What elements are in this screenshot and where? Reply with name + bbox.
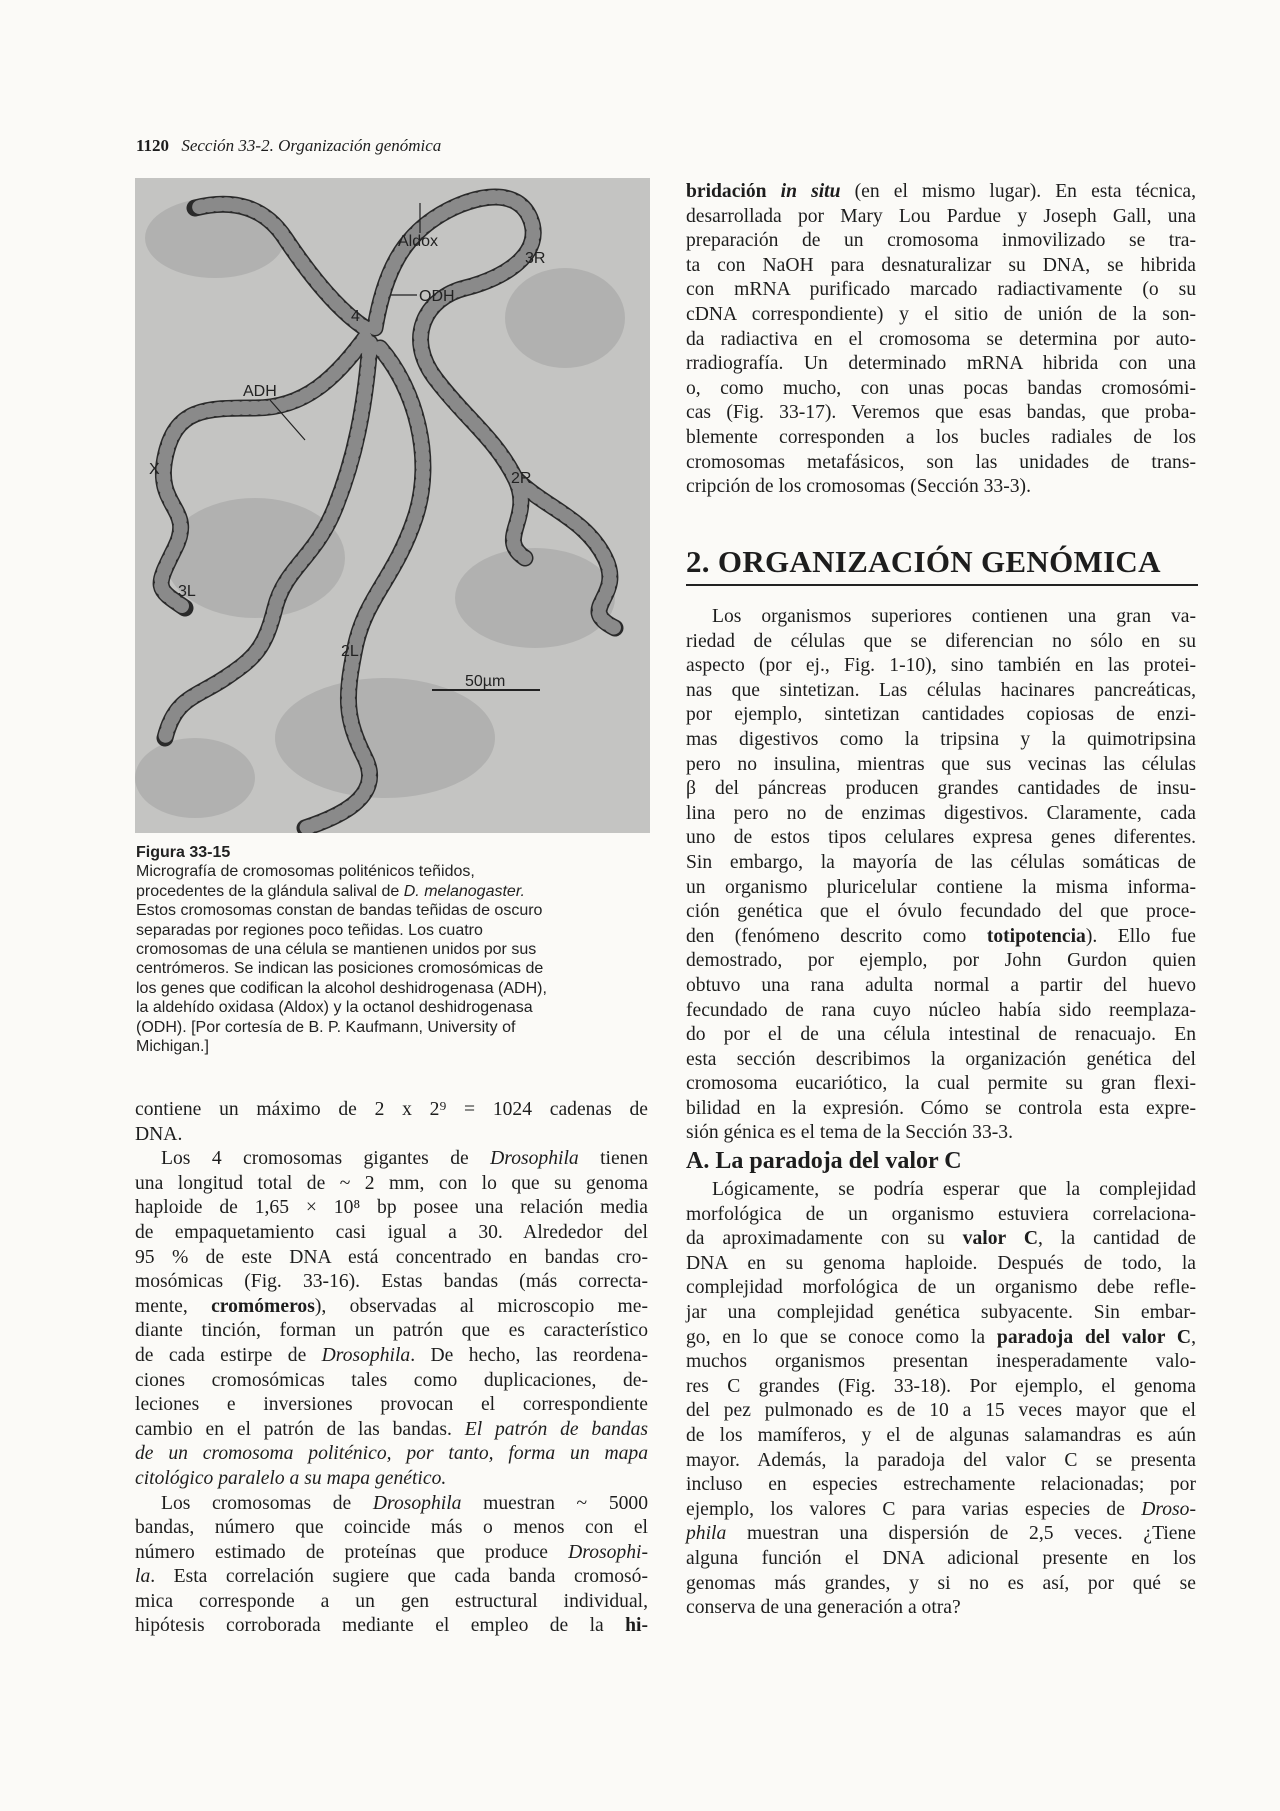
text-line: con mRNA purificado marcado radiactivamente (o su <box>686 279 1196 301</box>
text-line: haploide de 1,65 × 10⁸ bp posee una relación media <box>135 1197 648 1219</box>
text-line: β del páncreas producen grandes cantidades de insu- <box>686 778 1196 800</box>
text-line: cas (Fig. 33-17). Veremos que esas bandas, que proba- <box>686 402 1196 424</box>
text-line: cromosomas metafásicos, son las unidades de trans- <box>686 451 1196 473</box>
text-line: demostrado, por ejemplo, por John Gurdon quien <box>686 950 1196 972</box>
text-line: de los mamíferos, y el de algunas salamandras es aún <box>686 1424 1196 1446</box>
label-4: 4 <box>351 308 360 325</box>
text-line: Los organismos superiores contienen una gran va- <box>712 606 1196 627</box>
bold-term: valor C <box>962 1228 1039 1250</box>
text-run: . Esta correlación sugiere que cada banda cromosó- <box>150 1566 648 1588</box>
text-line <box>686 180 1196 205</box>
text-line: por ejemplo, sintetizan cantidades copiosas de enzi- <box>686 704 1196 726</box>
text-line <box>686 1326 1196 1351</box>
bold-term: cromómeros <box>211 1295 315 1317</box>
text-line: bandas, número que coincide más o menos con el <box>135 1517 648 1539</box>
text-line: ciones cromosómicas tales como duplicaciones, de- <box>135 1369 648 1391</box>
text-line <box>135 1147 648 1172</box>
text-line: esta sección describimos la organización genética del <box>686 1048 1196 1070</box>
text-line: bilidad en la expresión. Cómo se controla esta expre- <box>686 1097 1196 1119</box>
label-x: X <box>149 461 160 478</box>
text-run: , <box>1191 1326 1196 1348</box>
italic-term: El patrón de bandas <box>464 1418 649 1440</box>
label-2l: 2L <box>341 643 359 660</box>
italic-term: phila <box>686 1523 727 1545</box>
polytene-chromosome-micrograph <box>135 178 650 833</box>
text-run: muestran una dispersión de 2,5 veces. ¿Tiene <box>726 1523 1196 1545</box>
text-line: genomas más grandes, y si no es así, por qué se <box>686 1572 1196 1594</box>
text-run: tienen <box>578 1148 648 1170</box>
text-line: cripción de los cromosomas (Sección 33-3). <box>686 476 1031 498</box>
text-run: mente, <box>135 1295 212 1317</box>
scale-bar-label: 50µm <box>465 673 506 690</box>
left-column-text <box>135 1098 648 1639</box>
text-run: cambio en el patrón de las bandas. <box>135 1418 465 1440</box>
text-line <box>686 1522 1196 1547</box>
text-line <box>135 1614 648 1639</box>
caption-line: Michigan.] <box>136 1038 209 1056</box>
label-3l: 3L <box>178 583 196 600</box>
text-line: mayor. Además, la paradoja del valor C se presenta <box>686 1449 1196 1471</box>
text-line: obtuvo una rana adulta normal a partir del huevo <box>686 974 1196 996</box>
label-adh: ADH <box>243 383 277 400</box>
section-intro-text <box>686 605 1196 1146</box>
text-line <box>135 1344 648 1369</box>
text-line <box>135 1467 648 1492</box>
right-column-text-top <box>686 180 1196 500</box>
caption-line: los genes que codifican la alcohol deshidrogenasa (ADH), <box>136 979 547 997</box>
running-header <box>136 136 441 156</box>
text-run: ejemplo, los valores C para varias especies de <box>686 1498 1142 1520</box>
figure-number: Figura 33-15 <box>136 844 231 861</box>
text-line <box>135 1492 648 1517</box>
caption-line: Micrografía de cromosomas politénicos teñidos, <box>136 863 475 881</box>
text-run: ), observadas al microscopio me- <box>314 1295 649 1317</box>
text-run: go, en lo que se conoce como la <box>686 1326 997 1348</box>
bold-term: paradoja del valor C <box>996 1326 1192 1348</box>
section-heading: 2. ORGANIZACIÓN GENÓMICA <box>686 544 1198 586</box>
text-run: muestran ~ 5000 <box>461 1492 649 1514</box>
text-line <box>135 1418 648 1443</box>
text-line: leciones e inversiones provocan el correspondiente <box>135 1394 648 1416</box>
text-line: ción genética que el óvulo fecundado del que proce- <box>686 901 1196 923</box>
label-odh: ODH <box>419 288 455 305</box>
text-line: do por el de una célula intestinal de renacuajo. En <box>686 1024 1196 1046</box>
page-number: 1120 <box>136 136 170 155</box>
text-run: (en el mismo lugar). En esta técnica, <box>840 181 1197 202</box>
text-line: da radiactiva en el cromosoma se determina por auto- <box>686 328 1196 350</box>
caption-line: (ODH). [Por cortesía de B. P. Kaufmann, University of <box>136 1018 516 1036</box>
text-line <box>135 1295 648 1320</box>
text-line: 95 % de este DNA está concentrado en bandas cro- <box>135 1246 648 1268</box>
italic-term: Drosophila <box>372 1492 462 1514</box>
figure-caption <box>136 843 656 1056</box>
text-line <box>686 1227 1196 1252</box>
italic-term: Drosophila <box>321 1344 411 1366</box>
bold-term: hi- <box>625 1615 648 1637</box>
text-line <box>135 1442 648 1467</box>
text-line: del pez pulmonado es de 10 a 15 veces mayor que el <box>686 1400 1196 1422</box>
text-line: diante tinción, forman un patrón que es característico <box>135 1320 648 1342</box>
italic-term: Drosophi- <box>568 1541 648 1563</box>
subsection-heading: A. La paradoja del valor C <box>686 1148 962 1174</box>
section-title: Sección 33-2. Organización genómica <box>181 136 442 155</box>
text-line: sión génica es el tema de la Sección 33-3. <box>686 1122 1013 1144</box>
text-line: o, como mucho, con unas pocas bandas cromosómi- <box>686 377 1196 399</box>
text-line: cDNA correspondiente) y el sitio de unión de la son- <box>686 303 1196 325</box>
caption-line: separadas por regiones poco teñidas. Los cuatro <box>136 921 483 939</box>
bold-term: bridación <box>686 181 781 202</box>
text-run: da aproximadamente con su <box>686 1228 963 1250</box>
text-line: ta con NaOH para desnaturalizar su DNA, se hibrida <box>686 254 1196 276</box>
text-line <box>135 1541 648 1566</box>
text-line: cromosoma eucariótico, la cual permite su gran flexi- <box>686 1073 1196 1095</box>
text-line: mica corresponde a un gen estructural individual, <box>135 1590 648 1612</box>
text-run: hipótesis corroborada mediante el empleo de la <box>135 1615 626 1637</box>
text-line: una longitud total de ~ 2 mm, con lo que su genoma <box>135 1172 648 1194</box>
text-line: preparación de un cromosoma inmovilizado se tra- <box>686 230 1196 252</box>
text-run: número estimado de proteínas que produce <box>135 1541 569 1563</box>
text-line: conserva de una generación a otra? <box>686 1597 961 1619</box>
text-line: DNA en su genoma haploide. Después de todo, la <box>686 1252 1196 1274</box>
caption-text-run: procedentes de la glándula salival de <box>136 882 404 900</box>
text-line: jar una complejidad genética subyacente. Sin embar- <box>686 1301 1196 1323</box>
caption-line: Estos cromosomas constan de bandas teñidas de oscuro <box>136 902 543 920</box>
text-line: blemente corresponden a los bucles radiales de los <box>686 426 1196 448</box>
text-line: morfológica de un organismo estuviera correlaciona- <box>686 1203 1196 1225</box>
text-run: den (fenómeno descrito como <box>686 925 987 947</box>
italic-term: citológico paralelo a su mapa genético. <box>135 1467 447 1489</box>
text-line: Sin embargo, la mayoría de las células somáticas de <box>686 851 1196 873</box>
text-line: mosómicas (Fig. 33-16). Estas bandas (más correcta- <box>135 1271 648 1293</box>
text-run: de cada estirpe de <box>135 1344 322 1366</box>
text-line: rradiografía. Un determinado mRNA hibrida con una <box>686 353 1196 375</box>
bold-term: totipotencia <box>986 925 1086 947</box>
italic-term: de un cromosoma politénico, por tanto, forma un mapa <box>135 1443 648 1465</box>
text-line <box>686 925 1196 950</box>
text-line: alguna función el DNA adicional presente en los <box>686 1547 1196 1569</box>
label-aldox: Aldox <box>398 233 439 250</box>
text-line: nas que sintetizan. Las células hacinares pancreáticas, <box>686 679 1196 701</box>
c-value-paradox-text <box>686 1178 1196 1621</box>
text-line: pero no insulina, mientras que sus vecinas las células <box>686 753 1196 775</box>
text-line: Lógicamente, se podría esperar que la complejidad <box>712 1179 1196 1200</box>
caption-line: cromosomas de una célula se mantienen unidos por sus <box>136 941 537 959</box>
text-line: incluso en especies estrechamente relacionadas; por <box>686 1474 1196 1496</box>
bold-term: in situ <box>780 181 841 202</box>
label-3r: 3R <box>525 250 546 267</box>
label-2r: 2R <box>511 470 532 487</box>
caption-line <box>136 882 656 901</box>
text-run: . De hecho, las reordena- <box>410 1344 648 1366</box>
italic-term: Droso- <box>1141 1498 1196 1520</box>
text-line <box>135 1565 648 1590</box>
text-line: uno de estos tipos celulares expresa genes diferentes. <box>686 827 1196 849</box>
text-run: Los 4 cromosomas gigantes de <box>161 1148 491 1170</box>
text-line: DNA. <box>135 1123 183 1145</box>
text-line: de empaquetamiento casi igual a 30. Alrededor del <box>135 1221 648 1243</box>
text-line: fecundado de rana cuyo núcleo había sido reemplaza- <box>686 999 1196 1021</box>
text-run: ). Ello fue <box>1085 925 1196 947</box>
text-line: un organismo pluricelular contiene la misma informa- <box>686 876 1196 898</box>
text-line: muchos organismos presentan inesperadamente valo- <box>686 1351 1196 1373</box>
caption-line: la aldehído oxidasa (Aldox) y la octanol deshidrogenasa <box>136 999 533 1017</box>
text-line: contiene un máximo de 2 x 2⁹ = 1024 cadenas de <box>135 1099 648 1120</box>
text-line: res C grandes (Fig. 33-18). Por ejemplo, el genoma <box>686 1375 1196 1397</box>
italic-term: la <box>135 1566 151 1588</box>
text-line <box>686 1498 1196 1523</box>
text-run: Los cromosomas de <box>161 1492 373 1514</box>
text-line: riedad de células que se diferencian no sólo en su <box>686 630 1196 652</box>
text-line: lina pero no de enzimas digestivos. Claramente, cada <box>686 802 1196 824</box>
text-line: mas digestivos como la tripsina y la quimotripsina <box>686 728 1196 750</box>
species-name: D. melanogaster. <box>403 882 525 900</box>
text-line: desarrollada por Mary Lou Pardue y Joseph Gall, una <box>686 205 1196 227</box>
text-line: aspecto (por ej., Fig. 1-10), sino también en las protei- <box>686 655 1196 677</box>
text-run: , la cantidad de <box>1038 1228 1196 1250</box>
caption-text <box>136 862 656 1056</box>
caption-line: centrómeros. Se indican las posiciones cromosómicas de <box>136 960 544 978</box>
text-line: complejidad morfológica de un organismo debe refle- <box>686 1277 1196 1299</box>
italic-term: Drosophila <box>490 1148 579 1170</box>
